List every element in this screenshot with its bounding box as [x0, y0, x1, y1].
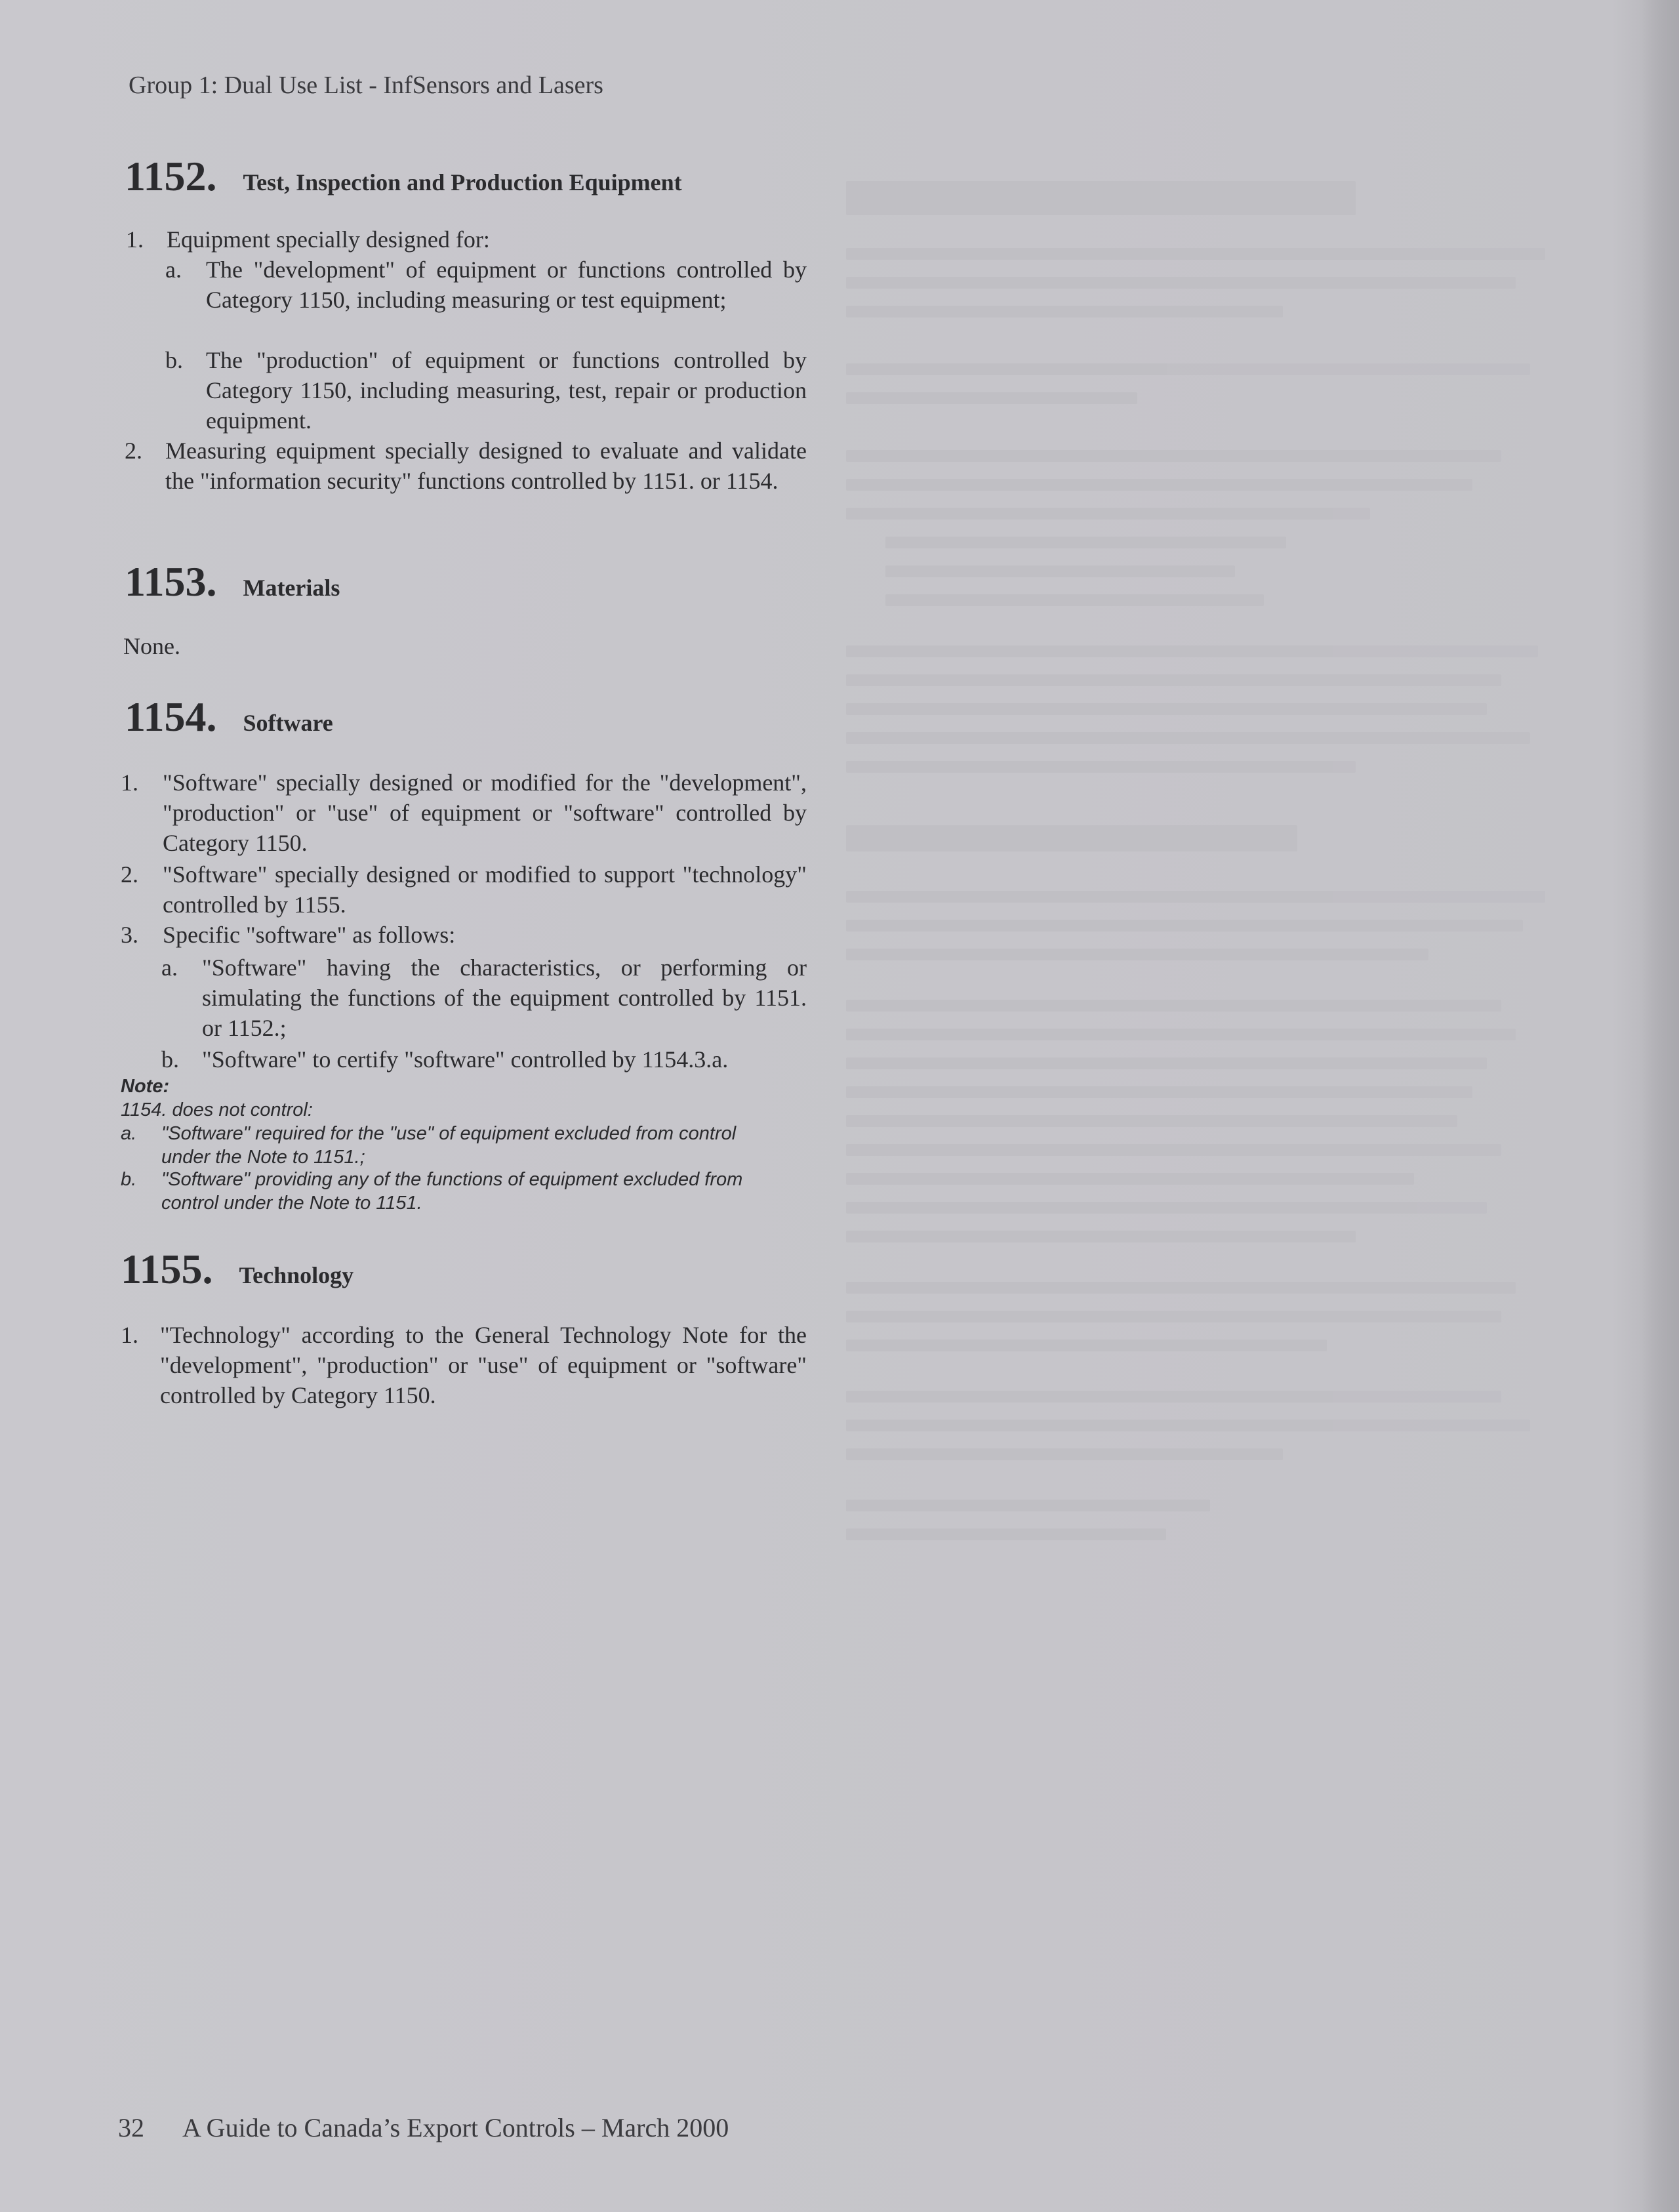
list-item-text: Measuring equipment specially designed to evaluate and validate the "information security" functions controlled by 1151. or 1154. [165, 438, 807, 494]
section-number: 1155. [121, 1246, 213, 1292]
note-letter: b. [121, 1169, 137, 1190]
section-title: Materials [243, 575, 340, 601]
list-number: 3. [121, 922, 138, 948]
note-label: Note: [121, 1076, 170, 1097]
note-letter: a. [121, 1123, 137, 1144]
list-item-text: "Technology" according to the General Technology Note for the "development", "production" or "use" of equipment or "software" controlled by Category 1150. [160, 1322, 807, 1408]
list-item-text: The "development" of equipment or functions controlled by Category 1150, including measuring or test equipment; [206, 256, 807, 313]
page-edge-shadow [1641, 0, 1679, 2212]
list-item-text: "Software" to certify "software" controlled by 1154.3.a. [202, 1046, 729, 1073]
list-item-text: The "production" of equipment or functions controlled by Category 1150, including measuring, test, repair or production equipment. [206, 347, 807, 434]
section-number: 1154. [125, 693, 217, 740]
list-number: 1. [126, 226, 144, 253]
note-item-text: "Software" required for the "use" of equipment excluded from control under the Note to 1151.; [161, 1123, 737, 1168]
note-intro: 1154. does not control: [121, 1099, 313, 1120]
note-item-text: "Software" providing any of the functions of equipment excluded from control under the Note to 1151. [161, 1169, 743, 1214]
list-item-text: "Software" specially designed or modified to support "technology" controlled by 1155. [163, 861, 807, 918]
list-letter: a. [161, 954, 178, 981]
section-1154-heading [125, 693, 333, 741]
list-number: 1. [121, 1322, 138, 1348]
section-number: 1152. [125, 153, 217, 199]
section-title: Technology [239, 1262, 354, 1288]
list-number: 2. [125, 438, 142, 464]
section-1152-heading [125, 152, 682, 201]
page-number: 32 [118, 2113, 144, 2142]
list-item-text: Equipment specially designed for: [167, 226, 490, 253]
list-item-text: "Software" specially designed or modified for the "development", "production" or "use" of equipment or "software" controlled by Category 1150. [163, 769, 807, 856]
list-number: 1. [121, 769, 138, 796]
bleed-through-background [846, 164, 1574, 1557]
section-number: 1153. [125, 558, 217, 605]
running-head: Group 1: Dual Use List - InfSensors and Lasers [129, 72, 603, 99]
section-1153-heading [125, 558, 340, 606]
section-title: Software [243, 710, 333, 736]
list-letter: a. [165, 256, 182, 283]
list-letter: b. [161, 1046, 179, 1073]
page-footer [118, 2112, 729, 2143]
section-text: None. [123, 633, 180, 659]
list-number: 2. [121, 861, 138, 888]
section-1155-heading [121, 1245, 354, 1294]
list-letter: b. [165, 347, 183, 373]
section-title: Test, Inspection and Production Equipment [243, 169, 682, 195]
publication-title: A Guide to Canada’s Export Controls – March 2000 [182, 2113, 729, 2142]
list-item-text: "Software" having the characteristics, or performing or simulating the functions of the equipment controlled by 1151. or 1152.; [202, 954, 807, 1041]
list-item-text: Specific "software" as follows: [163, 922, 456, 948]
